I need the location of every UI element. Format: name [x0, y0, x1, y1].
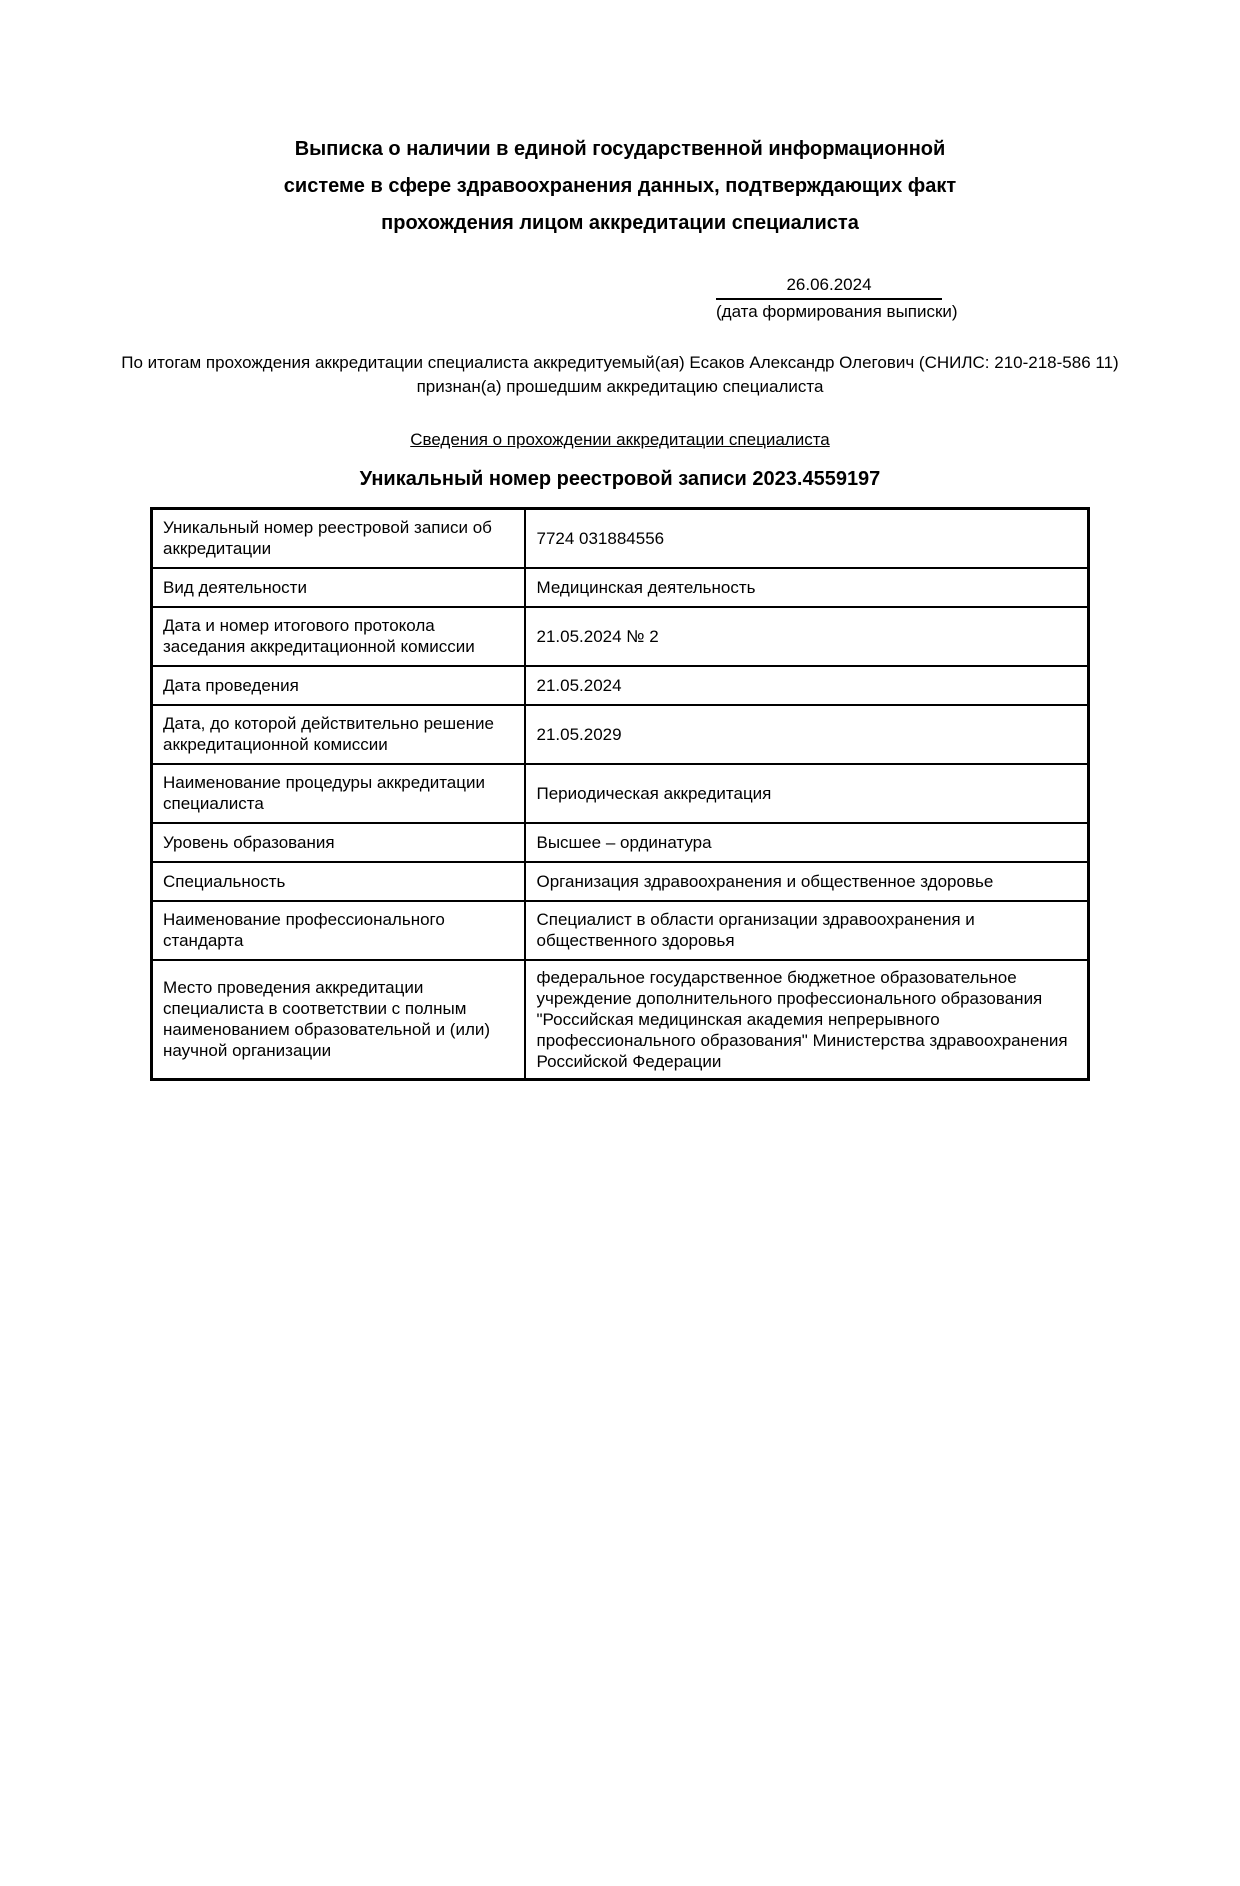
intro-paragraph: По итогам прохождения аккредитации специалиста аккредитуемый(ая) Есаков Александр Олегович (СНИЛС: 210-218-586 11) признан(а) прошедшим аккредитацию специалиста — [121, 353, 1119, 396]
row-label: Дата и номер итогового протокола заседания аккредитационной комиссии — [152, 607, 526, 666]
row-value: Организация здравоохранения и общественное здоровье — [525, 862, 1088, 901]
registry-number-heading: Уникальный номер реестровой записи 2023.4559197 — [359, 468, 881, 490]
table-row — [152, 764, 1089, 823]
table-row — [152, 901, 1089, 960]
row-value: федеральное государственное бюджетное образовательное учреждение дополнительного профессионального образования "Российская медицинская академия непрерывного профессионального образования" Министерства здравоохранения Российской Федерации — [525, 960, 1088, 1080]
section-heading: Сведения о прохождении аккредитации специалиста — [410, 430, 830, 449]
accreditation-table — [150, 507, 1090, 1081]
row-label: Уникальный номер реестровой записи об аккредитации — [152, 509, 526, 568]
row-label: Дата проведения — [152, 666, 526, 705]
row-label: Вид деятельности — [152, 568, 526, 607]
row-value: 21.05.2029 — [525, 705, 1088, 764]
document-page — [0, 131, 1240, 1886]
table-row — [152, 705, 1089, 764]
row-value: 21.05.2024 — [525, 666, 1088, 705]
row-label: Место проведения аккредитации специалиста в соответствии с полным наименованием образовательной и (или) научной организации — [152, 960, 526, 1080]
issue-date-block — [716, 274, 958, 323]
table-row — [152, 666, 1089, 705]
document-title-line: Выписка о наличии в единой государственной информационной — [294, 138, 946, 160]
row-label: Наименование процедуры аккредитации специалиста — [152, 764, 526, 823]
table-row — [152, 823, 1089, 862]
table-row — [152, 607, 1089, 666]
row-value: 21.05.2024 № 2 — [525, 607, 1088, 666]
row-value: Высшее – ординатура — [525, 823, 1088, 862]
issue-date-caption: (дата формирования выписки) — [716, 302, 958, 321]
row-label: Дата, до которой действительно решение аккредитационной комиссии — [152, 705, 526, 764]
row-label: Уровень образования — [152, 823, 526, 862]
row-value: Специалист в области организации здравоохранения и общественного здоровья — [525, 901, 1088, 960]
table-row — [152, 862, 1089, 901]
row-value: 7724 031884556 — [525, 509, 1088, 568]
table-row — [152, 509, 1089, 568]
row-value: Периодическая аккредитация — [525, 764, 1088, 823]
document-title-line: системе в сфере здравоохранения данных, подтверждающих факт — [283, 175, 957, 197]
issue-date: 26.06.2024 — [716, 274, 942, 300]
row-label: Наименование профессионального стандарта — [152, 901, 526, 960]
document-title-line: прохождения лицом аккредитации специалиста — [381, 212, 859, 234]
document-title — [0, 131, 1240, 242]
row-value: Медицинская деятельность — [525, 568, 1088, 607]
row-label: Специальность — [152, 862, 526, 901]
table-row — [152, 568, 1089, 607]
table-row — [152, 960, 1089, 1080]
